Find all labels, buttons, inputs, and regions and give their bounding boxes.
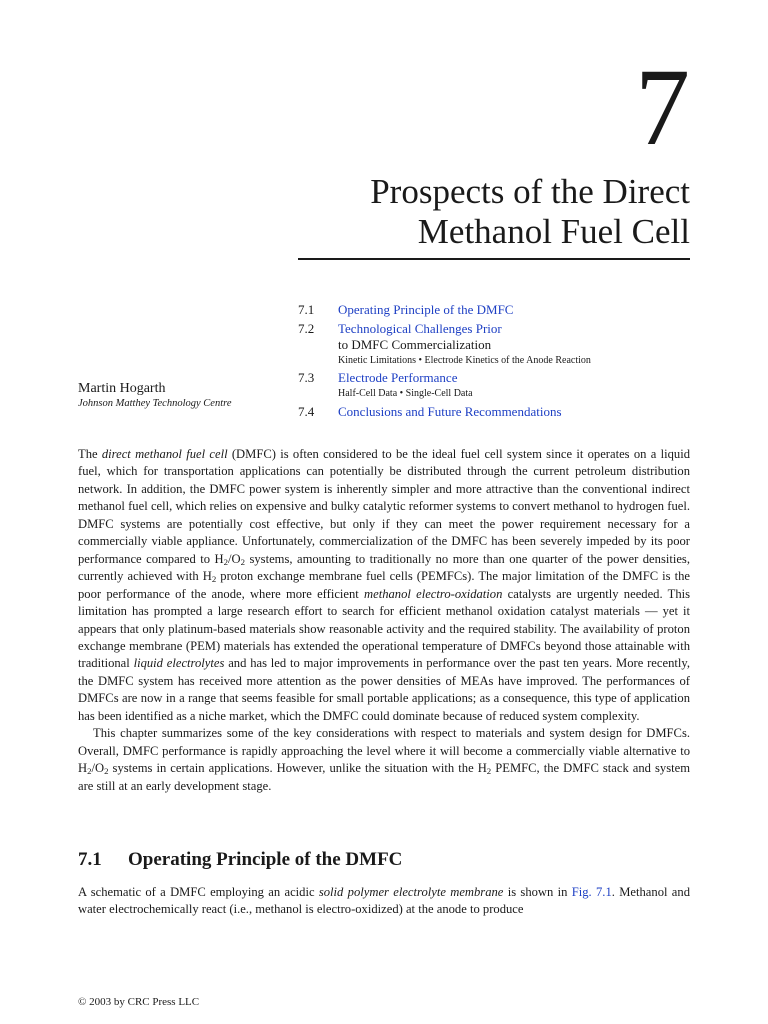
author-name: Martin Hogarth	[78, 381, 166, 396]
toc-title-continuation: to DMFC Commercialization	[338, 337, 492, 352]
section-title: Operating Principle of the DMFC	[128, 849, 403, 870]
toc-link-technological-challenges[interactable]: Technological Challenges Prior	[338, 321, 502, 336]
toc-link-operating-principle[interactable]: Operating Principle of the DMFC	[338, 302, 514, 317]
section-number: 7.1	[78, 849, 102, 870]
text-span: proton exchange membrane fuel cells (PEMFCs). The major limitation of the DMFC is the poor performance of the anode, where more efficient	[78, 569, 690, 601]
text-span: catalysts are urgently needed. This limitation has prompted a large research effort to search for efficient methanol oxidation catalyst materials — yet it appears that only platinum-based materials show reasonable activity and the required stability. The availability of proton exchange membrane (PEM) materials has extended the operational temperature of DMFCs beyond those attainable with traditional	[78, 586, 691, 671]
text-span: /O	[228, 551, 241, 566]
emphasis-term: methanol electro-oxidation	[364, 586, 503, 601]
toc-entry	[298, 404, 698, 420]
author-block	[78, 380, 298, 411]
chapter-title-line-2: Methanol Fuel Cell	[417, 212, 690, 251]
section-heading	[78, 848, 402, 872]
toc-number: 7.3	[298, 370, 315, 385]
text-span: systems in certain applications. However, unlike the situation with the H	[108, 761, 487, 776]
toc-subtopics: Kinetic Limitations • Electrode Kinetics of the Anode Reaction	[338, 355, 591, 366]
text-span: The	[78, 447, 102, 461]
emphasis-term: liquid electrolytes	[133, 656, 225, 671]
text-span: A schematic of a DMFC employing an acidic	[78, 885, 319, 899]
chapter-title	[370, 172, 690, 252]
paragraph	[78, 446, 690, 725]
toc-number: 7.1	[298, 302, 315, 317]
copyright-footer: © 2003 by CRC Press LLC	[78, 996, 200, 1008]
body-text	[78, 446, 690, 795]
chapter-number: 7	[635, 46, 690, 168]
toc-entry	[298, 302, 698, 318]
toc-number: 7.2	[298, 321, 315, 336]
text-span: This chapter summarizes some of the key considerations with respect to materials and system design for DMFCs. Overall, DMFC performance is rapidly approaching the level where it will become a commercially viable alternative to H	[78, 726, 690, 776]
subscript: 2	[486, 766, 492, 777]
subscript: 2	[104, 766, 109, 777]
toc-number: 7.4	[298, 404, 315, 419]
subscript: 2	[211, 574, 217, 585]
title-rule	[298, 258, 690, 260]
paragraph	[78, 725, 690, 795]
subscript: 2	[87, 766, 92, 777]
toc-subtopics: Half-Cell Data • Single-Cell Data	[338, 388, 473, 399]
chapter-title-line-1: Prospects of the Direct	[370, 172, 690, 211]
text-span: systems, amounting to traditionally no more than one quarter of the power densities, currently achieved with H	[78, 551, 690, 584]
text-span: . Methanol and water electrochemically react (i.e., methanol is electro-oxidized) at the anode to produce	[78, 885, 690, 917]
text-span: (DMFC) is often considered to be the ideal fuel cell system since it operates on a liquid fuel, which for transportation applications can potentially be distributed through the current petroleum distribution network. In addition, the DMFC power system is inherently simpler and more attractive than the conventional indirect methanol fuel cell, which relies on expensive and bulky catalytic reformer systems to convert methanol to hydrogen fuel. DMFC systems are potentially cost effective, but only if they can meet the power requirement necessary for a commercially viable appliance. Unfortunately, commercialization of the DMFC has been severely impeded by its poor performance compared to H	[78, 447, 690, 566]
paragraph	[78, 884, 690, 919]
subscript: 2	[223, 556, 228, 567]
author-affiliation: Johnson Matthey Technology Centre	[78, 398, 232, 409]
toc-entry	[298, 370, 698, 401]
table-of-contents	[298, 302, 698, 420]
toc-link-electrode-performance[interactable]: Electrode Performance	[338, 370, 458, 385]
toc-entry	[298, 321, 698, 368]
section-body	[78, 884, 690, 919]
figure-reference-link[interactable]: Fig. 7.1	[571, 885, 612, 899]
text-span: is shown in	[503, 885, 572, 899]
text-span: /O	[91, 761, 105, 776]
text-span: and has led to major improvements in performance over the past ten years. More recently, the DMFC system has received more attention as the power densities of MEAs have improved. The performances of DMFCs are now in a range that seems feasible for small portable applications; as a consequence, this type of application has been identified as a niche market, which the DMFC could dominate because of reduced system complexity.	[78, 656, 690, 723]
emphasis-term: direct methanol fuel cell	[101, 447, 228, 461]
subscript: 2	[240, 556, 245, 567]
text-span: PEMFC, the DMFC stack and system are still at an early development stage.	[78, 761, 691, 793]
toc-link-conclusions[interactable]: Conclusions and Future Recommendations	[338, 404, 562, 419]
emphasis-term: solid polymer electrolyte membrane	[318, 885, 504, 899]
